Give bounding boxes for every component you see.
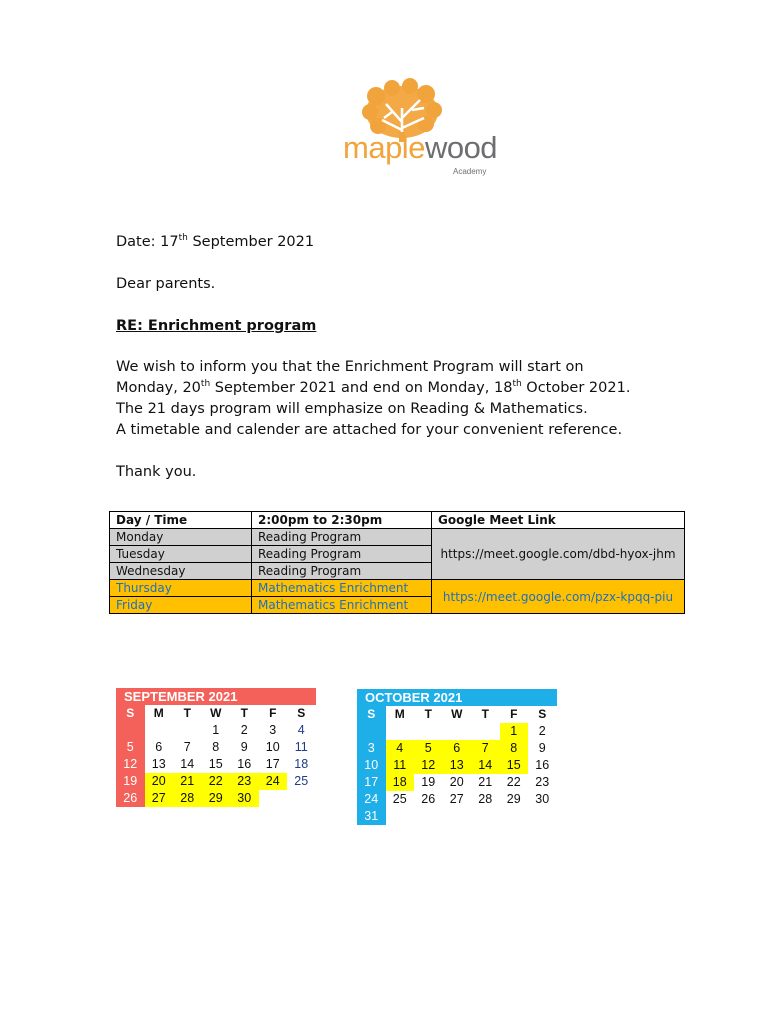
calendar-day: 21 bbox=[173, 773, 202, 790]
table-row bbox=[110, 529, 685, 546]
calendar-day: 26 bbox=[421, 792, 436, 806]
math-meet-link[interactable]: https://meet.google.com/pzx-kpqq-piu bbox=[432, 580, 685, 614]
calendar-day: 19 bbox=[421, 775, 436, 789]
calendar-day: 9 bbox=[240, 740, 248, 754]
calendar-day: 28 bbox=[173, 790, 202, 807]
calendar-day: 17 bbox=[265, 757, 280, 771]
calendar-day: 10 bbox=[265, 740, 280, 754]
calendar-day: 27 bbox=[145, 790, 174, 807]
subject-line: RE: Enrichment program bbox=[116, 318, 317, 334]
calendar-day: 14 bbox=[471, 757, 500, 774]
calendar-day: 22 bbox=[202, 773, 231, 790]
calendar-day: 28 bbox=[478, 792, 493, 806]
paragraph-line-3: The 21 days program will emphasize on Reading & Mathematics. bbox=[116, 401, 588, 417]
calendar-day: 2 bbox=[240, 723, 248, 737]
weekday-header: T bbox=[183, 706, 191, 720]
calendar-day: 5 bbox=[414, 740, 443, 757]
weekday-header: F bbox=[269, 706, 277, 720]
calendar-day: 12 bbox=[123, 757, 138, 771]
calendar-day: 15 bbox=[208, 757, 223, 771]
calendar-day: 20 bbox=[145, 773, 174, 790]
row-subject: Reading Program bbox=[252, 563, 432, 580]
logo-wordmark: maplewood bbox=[343, 130, 498, 165]
calendar-day: 23 bbox=[535, 775, 550, 789]
calendar-september bbox=[116, 688, 315, 808]
calendar-day: 7 bbox=[471, 740, 500, 757]
calendar-day: 14 bbox=[180, 757, 195, 771]
weekday-header: W bbox=[210, 706, 222, 720]
letter-date: Date: 17th September 2021 bbox=[116, 233, 315, 250]
weekday-header: M bbox=[153, 706, 164, 720]
calendar-day: 24 bbox=[364, 792, 379, 806]
weekday-header: T bbox=[424, 707, 432, 721]
calendar-day: 10 bbox=[364, 758, 379, 772]
weekday-header: S bbox=[367, 707, 376, 721]
paragraph-line-4: A timetable and calender are attached for your convenient reference. bbox=[116, 422, 623, 438]
calendar-day: 30 bbox=[535, 792, 550, 806]
calendar-day: 11 bbox=[386, 757, 415, 774]
calendar-day: 23 bbox=[230, 773, 259, 790]
weekday-header: T bbox=[481, 707, 489, 721]
calendar-day: 25 bbox=[392, 792, 407, 806]
weekday-header: F bbox=[510, 707, 518, 721]
header-meet-link: Google Meet Link bbox=[432, 512, 685, 529]
row-subject: Reading Program bbox=[252, 529, 432, 546]
calendar-title: OCTOBER 2021 bbox=[357, 689, 557, 706]
salutation: Dear parents. bbox=[116, 276, 216, 292]
header-day-time: Day / Time bbox=[110, 512, 252, 529]
row-day: Monday bbox=[110, 529, 252, 546]
calendar-day: 7 bbox=[183, 740, 191, 754]
calendar-day: 13 bbox=[151, 757, 166, 771]
calendar-day: 16 bbox=[535, 758, 550, 772]
table-row bbox=[110, 580, 685, 597]
calendar-day: 25 bbox=[294, 774, 309, 788]
calendar-day: 29 bbox=[202, 790, 231, 807]
calendar-day: 30 bbox=[230, 790, 259, 807]
row-day: Tuesday bbox=[110, 546, 252, 563]
calendar-day: 18 bbox=[294, 757, 309, 771]
calendar-day: 6 bbox=[155, 740, 163, 754]
paragraph-line-1: We wish to inform you that the Enrichment Program will start on bbox=[116, 359, 584, 375]
row-day: Wednesday bbox=[110, 563, 252, 580]
weekday-header: M bbox=[394, 707, 405, 721]
calendar-day: 9 bbox=[538, 741, 546, 755]
calendar-day: 24 bbox=[259, 773, 288, 790]
reading-meet-link[interactable]: https://meet.google.com/dbd-hyox-jhm bbox=[432, 529, 685, 580]
row-day: Thursday bbox=[110, 580, 252, 597]
calendar-title: SEPTEMBER 2021 bbox=[116, 688, 316, 705]
calendar-day: 20 bbox=[449, 775, 464, 789]
calendar-day: 12 bbox=[414, 757, 443, 774]
calendar-day: 21 bbox=[478, 775, 493, 789]
calendar-day: 5 bbox=[126, 740, 134, 754]
row-day: Friday bbox=[110, 597, 252, 614]
calendar-day: 19 bbox=[123, 774, 138, 788]
calendar-day: 17 bbox=[364, 775, 379, 789]
calendar-day: 27 bbox=[449, 792, 464, 806]
calendar-day: 8 bbox=[500, 740, 529, 757]
timetable-header-row bbox=[110, 512, 685, 529]
calendar-day: 18 bbox=[386, 774, 415, 791]
row-subject: Mathematics Enrichment bbox=[252, 597, 432, 614]
logo-subtitle: Academy bbox=[453, 167, 487, 176]
calendar-day: 22 bbox=[506, 775, 521, 789]
calendar-october bbox=[357, 689, 556, 825]
weekday-header: S bbox=[126, 706, 135, 720]
timetable bbox=[109, 511, 685, 614]
row-subject: Mathematics Enrichment bbox=[252, 580, 432, 597]
weekday-header: W bbox=[451, 707, 463, 721]
calendar-day: 8 bbox=[212, 740, 220, 754]
calendar-day: 2 bbox=[538, 724, 546, 738]
calendar-day: 15 bbox=[500, 757, 529, 774]
row-subject: Reading Program bbox=[252, 546, 432, 563]
calendar-day: 16 bbox=[237, 757, 252, 771]
calendar-day: 11 bbox=[294, 740, 308, 754]
paragraph-line-2: Monday, 20th September 2021 and end on Monday, 18th October 2021. bbox=[116, 379, 631, 396]
calendar-day: 6 bbox=[443, 740, 472, 757]
calendar-day: 26 bbox=[123, 791, 138, 805]
closing: Thank you. bbox=[116, 464, 197, 480]
weekday-header: S bbox=[297, 706, 306, 720]
calendar-day: 1 bbox=[212, 723, 220, 737]
calendar-day: 3 bbox=[367, 741, 375, 755]
header-time-slot: 2:00pm to 2:30pm bbox=[252, 512, 432, 529]
calendar-day: 13 bbox=[443, 757, 472, 774]
calendar-day: 4 bbox=[386, 740, 415, 757]
calendar-day: 1 bbox=[500, 723, 529, 740]
calendar-day: 29 bbox=[506, 792, 521, 806]
calendar-day: 4 bbox=[297, 723, 305, 737]
calendar-day: 31 bbox=[364, 809, 379, 823]
weekday-header: S bbox=[538, 707, 547, 721]
calendar-day: 3 bbox=[269, 723, 277, 737]
weekday-header: T bbox=[240, 706, 248, 720]
